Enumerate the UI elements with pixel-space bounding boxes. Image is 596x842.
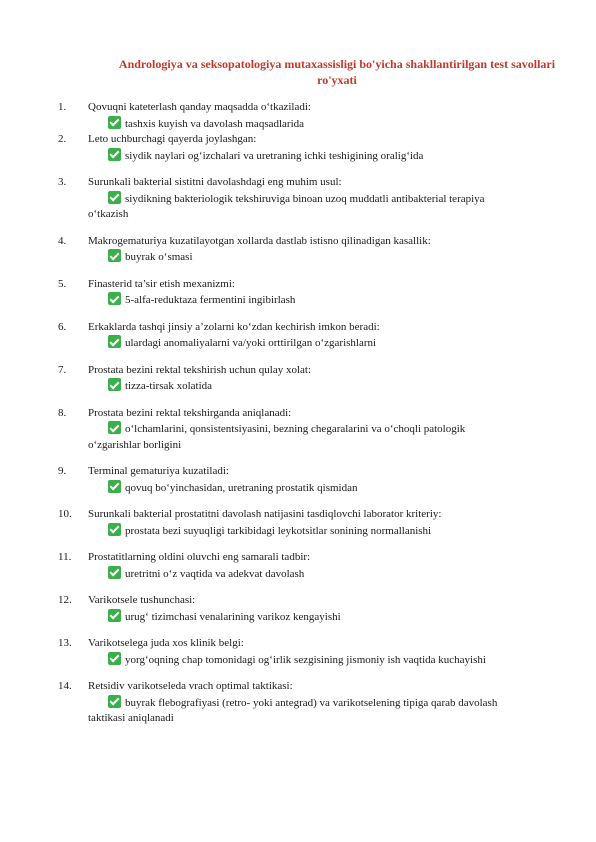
answer-line bbox=[88, 652, 556, 669]
answer-line bbox=[88, 116, 556, 133]
check-mark-icon bbox=[108, 249, 121, 262]
answer-text: 5-alfa-reduktaza fermentini ingibirlash bbox=[125, 294, 296, 306]
check-mark-icon bbox=[108, 292, 121, 305]
check-mark-icon bbox=[108, 148, 121, 161]
answer-text: yorg‘oqning chap tomonidagi og‘irlik sezgisining jismoniy ish vaqtida kuchayishi bbox=[125, 653, 486, 666]
question-number: 13. bbox=[58, 637, 72, 649]
question-text: Prostata bezini rektal tekshirganda aniqlanadi: bbox=[88, 406, 292, 419]
answer-text: qovuq bo‘yinchasidan, uretraning prostatik qismidan bbox=[125, 481, 358, 494]
check-mark-icon bbox=[108, 566, 121, 579]
question-item bbox=[58, 636, 556, 668]
check-mark-icon bbox=[108, 335, 121, 348]
question-list bbox=[58, 100, 556, 727]
answer-line bbox=[88, 609, 556, 626]
question-number: 11. bbox=[58, 551, 72, 563]
question-text: Varikotsele tushunchasi: bbox=[88, 594, 196, 606]
question-number: 9. bbox=[58, 465, 67, 477]
answer-text: tashxis kuyish va davolash maqsadlarida bbox=[125, 117, 305, 130]
answer-text: o‘lchamlarini, qonsistentsiyasini, bezning chegaralarini va o‘choqli patologik bbox=[125, 423, 466, 435]
question-item bbox=[58, 406, 556, 454]
answer-line bbox=[88, 249, 556, 266]
answer-text: siydik naylari og‘izchalari va uretraning ichki teshigining oralig‘ida bbox=[125, 149, 424, 162]
question-item bbox=[58, 132, 556, 164]
question-number: 12. bbox=[58, 594, 72, 606]
question-text: Prostatitlarning oldini oluvchi eng samarali tadbir: bbox=[88, 551, 311, 563]
check-mark-icon bbox=[108, 191, 121, 204]
question-item bbox=[58, 175, 556, 223]
answer-line bbox=[88, 566, 556, 583]
question-item bbox=[58, 679, 556, 727]
question-number: 6. bbox=[58, 320, 67, 333]
question-text: Terminal gematuriya kuzatiladi: bbox=[88, 465, 229, 477]
answer-line bbox=[88, 148, 556, 165]
question-text: Erkaklarda tashqi jinsiy a’zolarni ko‘zdan kechirish imkon beradi: bbox=[88, 320, 380, 333]
answer-line bbox=[88, 480, 556, 497]
answer-text: tizza-tirsak xolatida bbox=[125, 380, 213, 392]
answer-text-continued: o‘zgarishlar borligini bbox=[88, 438, 182, 451]
question-item bbox=[58, 100, 556, 132]
question-number: 10. bbox=[58, 508, 72, 520]
question-number: 2. bbox=[58, 133, 67, 145]
check-mark-icon bbox=[108, 116, 121, 129]
answer-line bbox=[88, 523, 556, 540]
answer-line bbox=[88, 378, 556, 395]
question-item bbox=[58, 363, 556, 395]
check-mark-icon bbox=[108, 480, 121, 493]
question-text: Surunkali bakterial sistitni davolashdagi eng muhim usul: bbox=[88, 176, 342, 188]
document-title: Andrologiya va seksopatologiya mutaxassisligi bo'yicha shakllantirilgan test savollari ro'yxati bbox=[118, 57, 556, 87]
answer-line bbox=[88, 335, 556, 352]
question-number: 4. bbox=[58, 234, 67, 247]
answer-text: urug‘ tizimchasi venalarining varikoz kengayishi bbox=[125, 610, 341, 623]
question-item bbox=[58, 507, 556, 539]
check-mark-icon bbox=[108, 523, 121, 536]
question-text: Varikotselega juda xos klinik belgi: bbox=[88, 637, 244, 649]
question-item bbox=[58, 320, 556, 352]
answer-text: buyrak flebografiyasi (retro- yoki antegrad) va varikotselening tipiga qarab davolash bbox=[125, 696, 498, 709]
question-text: Retsidiv varikotseleda vrach optimal taktikasi: bbox=[88, 680, 293, 692]
question-number: 8. bbox=[58, 406, 67, 419]
check-mark-icon bbox=[108, 695, 121, 708]
question-item bbox=[58, 234, 556, 266]
question-number: 5. bbox=[58, 277, 67, 290]
answer-line bbox=[88, 292, 556, 309]
check-mark-icon bbox=[108, 652, 121, 665]
check-mark-icon bbox=[108, 421, 121, 434]
check-mark-icon bbox=[108, 609, 121, 622]
question-text: Leto uchburchagi qayerda joylashgan: bbox=[88, 133, 257, 145]
question-number: 7. bbox=[58, 363, 67, 376]
question-text: Qovuqni kateterlash qanday maqsadda o‘tkaziladi: bbox=[88, 101, 311, 113]
question-item bbox=[58, 464, 556, 496]
question-text: Finasterid ta’sir etish mexanizmi: bbox=[88, 277, 235, 290]
answer-text: ulardagi anomaliyalarni va/yoki orttirilgan o‘zgarishlarni bbox=[125, 337, 377, 349]
answer-text: uretritni o‘z vaqtida va adekvat davolash bbox=[125, 567, 305, 580]
answer-line bbox=[88, 191, 556, 223]
check-mark-icon bbox=[108, 378, 121, 391]
answer-line bbox=[88, 421, 556, 453]
answer-text-continued: taktikasi aniqlanadi bbox=[88, 712, 174, 724]
question-number: 1. bbox=[58, 101, 67, 113]
answer-text-continued: o‘tkazish bbox=[88, 208, 129, 220]
answer-text: buyrak o‘smasi bbox=[125, 251, 193, 263]
answer-text: prostata bezi suyuqligi tarkibidagi leykotsitlar sonining normallanishi bbox=[125, 524, 432, 537]
question-item bbox=[58, 277, 556, 309]
answer-line bbox=[88, 695, 556, 727]
question-text: Surunkali bakterial prostatitni davolash natijasini tasdiqlovchi laborator kriteriy: bbox=[88, 508, 442, 520]
question-text: Makrogematuriya kuzatilayotgan xollarda dastlab istisno qilinadigan kasallik: bbox=[88, 234, 431, 247]
question-number: 3. bbox=[58, 176, 67, 188]
answer-text: siydikning bakteriologik tekshiruviga binoan uzoq muddatli antibakterial terapiya bbox=[125, 192, 485, 205]
question-text: Prostata bezini rektal tekshirish uchun qulay xolat: bbox=[88, 363, 312, 376]
question-number: 14. bbox=[58, 680, 72, 692]
question-item bbox=[58, 550, 556, 582]
question-item bbox=[58, 593, 556, 625]
